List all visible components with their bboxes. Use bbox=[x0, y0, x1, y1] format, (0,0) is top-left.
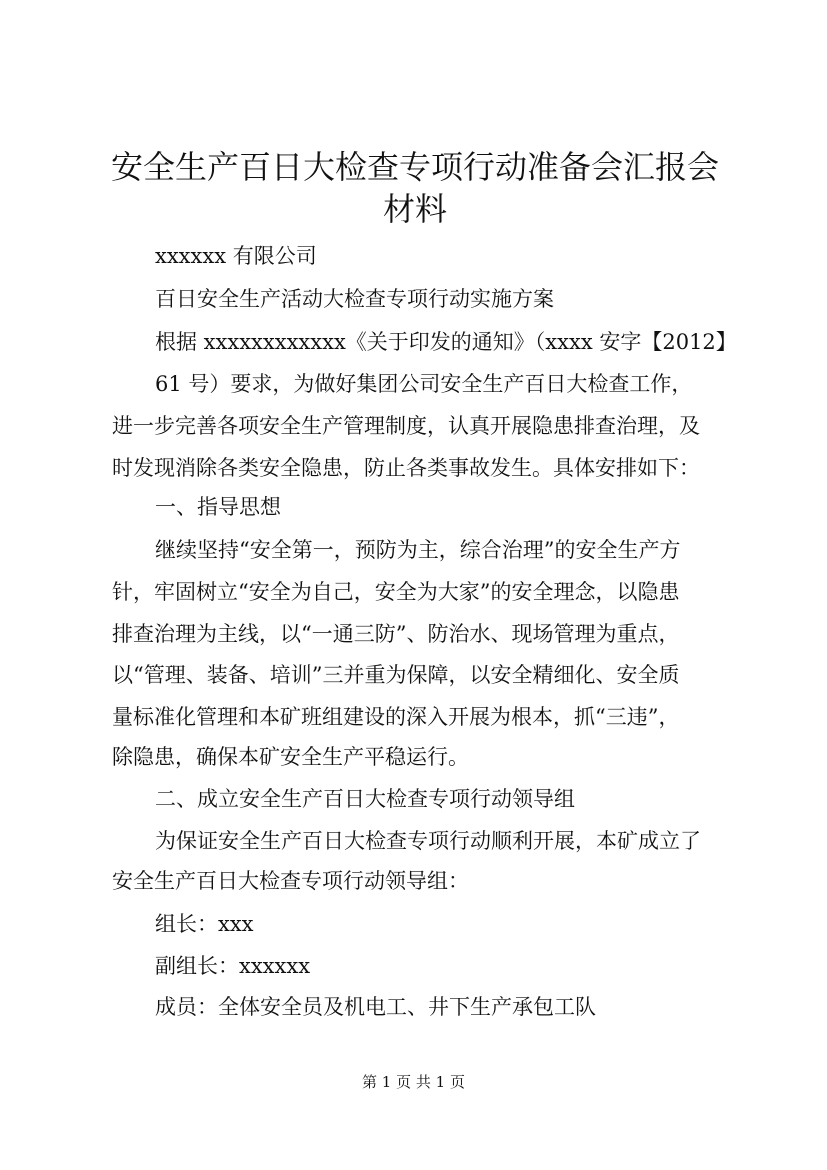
section-heading: 一、指导思想 bbox=[155, 495, 281, 519]
intro-line: 61 号）要求，为做好集团公司安全生产百日大检查工作， bbox=[155, 372, 693, 396]
paragraph-line: 以“管理、装备、培训”三并重为保障，以安全精细化、安全质 bbox=[112, 663, 680, 687]
page-footer: 第 1 页 共 1 页 bbox=[362, 1073, 465, 1091]
paragraph-line: 量标准化管理和本矿班组建设的深入开展为根本，抓“三违”， bbox=[112, 705, 680, 729]
paragraph-line: 除隐患，确保本矿安全生产平稳运行。 bbox=[112, 745, 469, 769]
paragraph-line: 针，牢固树立“安全为自己，安全为大家”的安全理念，以隐患 bbox=[112, 580, 680, 604]
intro-line: 根据 xxxxxxxxxxxx《关于印发的通知》（xxxx 安字【2012】 bbox=[155, 330, 737, 354]
deputy-leader-line: 副组长：xxxxxx bbox=[155, 954, 311, 978]
paragraph-line: 排查治理为主线，以“一通三防”、防治水、现场管理为重点， bbox=[112, 622, 680, 646]
plan-title: 百日安全生产活动大检查专项行动实施方案 bbox=[155, 287, 554, 311]
paragraph-line: 继续坚持“安全第一，预防为主，综合治理”的安全生产方 bbox=[155, 538, 681, 562]
paragraph-line: 为保证安全生产百日大检查专项行动顺利开展，本矿成立了 bbox=[155, 829, 701, 853]
document-title: 安全生产百日大检查专项行动准备会汇报会材料 bbox=[110, 148, 719, 228]
leader-line: 组长：xxx bbox=[155, 912, 254, 936]
paragraph-line: 安全生产百日大检查专项行动领导组： bbox=[112, 869, 469, 893]
company-name: xxxxxx 有限公司 bbox=[155, 244, 317, 268]
intro-line: 进一步完善各项安全生产管理制度，认真开展隐患排查治理，及 bbox=[112, 414, 700, 438]
members-line: 成员：全体安全员及机电工、井下生产承包工队 bbox=[155, 995, 596, 1019]
section-heading: 二、成立安全生产百日大检查专项行动领导组 bbox=[155, 787, 575, 811]
intro-line: 时发现消除各类安全隐患，防止各类事故发生。具体安排如下： bbox=[112, 456, 700, 480]
